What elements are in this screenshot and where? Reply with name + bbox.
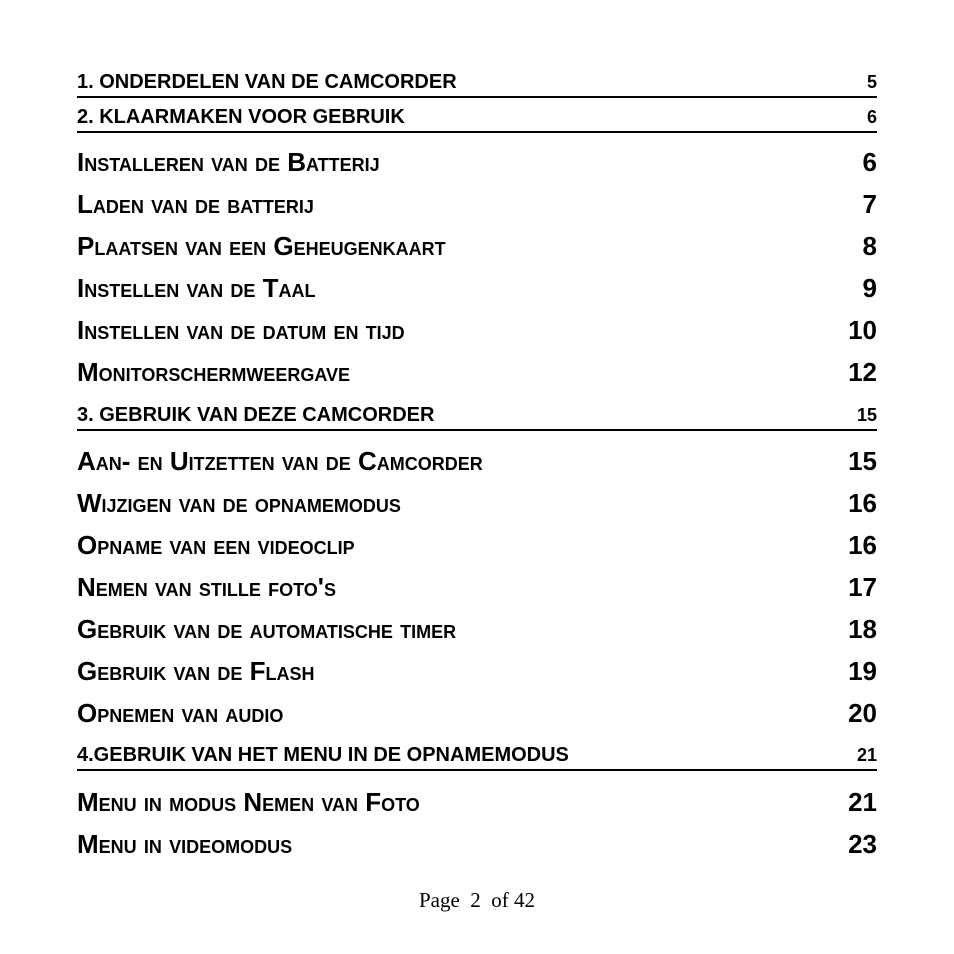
- toc-entry-label: 2. KLAARMAKEN VOOR GEBRUIK: [77, 106, 405, 128]
- toc-section[interactable]: [77, 315, 877, 347]
- toc-section[interactable]: [77, 189, 877, 221]
- toc-section[interactable]: [77, 488, 877, 520]
- toc-section[interactable]: [77, 446, 877, 478]
- page-footer: [0, 888, 954, 913]
- page-word: Page: [418, 888, 460, 912]
- total-pages: 42: [514, 888, 536, 912]
- toc-chapter-2[interactable]: [77, 105, 877, 133]
- toc-entry-label: 3. GEBRUIK VAN DEZE CAMCORDER: [77, 404, 435, 426]
- toc-entry-label: 1. ONDERDELEN VAN DE CAMCORDER: [77, 71, 457, 93]
- toc-entry-label: 4.GEBRUIK VAN HET MENU IN DE OPNAMEMODUS: [77, 744, 569, 766]
- toc-entry-page: 21: [856, 745, 877, 765]
- toc-entry-label: Laden van de batterij: [77, 189, 314, 219]
- toc-entry-label: Installeren van de Batterij: [77, 147, 380, 177]
- toc-chapter-3[interactable]: [77, 403, 877, 431]
- toc-entry-label: Menu in modus Nemen van Foto: [77, 787, 420, 817]
- toc-entry-label: Instellen van de datum en tijd: [77, 315, 405, 345]
- toc-entry-label: Opname van een videoclip: [77, 530, 355, 560]
- toc-entry-page: 17: [848, 572, 877, 602]
- toc-entry-page: 20: [848, 698, 877, 728]
- toc-entry-page: 9: [862, 273, 877, 303]
- toc-entry-page: 21: [848, 787, 877, 817]
- toc-entry-label: Wijzigen van de opnamemodus: [77, 488, 401, 518]
- toc-entry-page: 12: [848, 357, 877, 387]
- toc-section[interactable]: [77, 147, 877, 179]
- toc-entry-label: Nemen van stille foto's: [77, 572, 336, 602]
- of-word: of: [491, 888, 509, 912]
- toc-entry-label: Menu in videomodus: [77, 829, 293, 859]
- toc-section[interactable]: [77, 273, 877, 305]
- toc-entry-label: Aan- en Uitzetten van de Camcorder: [77, 446, 483, 476]
- toc-entry-page: 6: [862, 147, 877, 177]
- toc-entry-page: 16: [848, 488, 877, 518]
- toc-entry-label: Gebruik van de automatische timer: [77, 614, 457, 644]
- toc-section[interactable]: [77, 829, 877, 861]
- toc-entry-page: 15: [856, 405, 877, 425]
- toc-entry-label: Plaatsen van een Geheugenkaart: [77, 231, 446, 261]
- toc-entry-label: Gebruik van de Flash: [77, 656, 315, 686]
- toc-entry-page: 16: [848, 530, 877, 560]
- toc-section[interactable]: [77, 572, 877, 604]
- toc-entry-page: 23: [848, 829, 877, 859]
- toc-section[interactable]: [77, 231, 877, 263]
- toc-section[interactable]: [77, 698, 877, 730]
- toc-entry-page: 18: [848, 614, 877, 644]
- toc-section[interactable]: [77, 656, 877, 688]
- toc-entry-page: 19: [848, 656, 877, 686]
- toc-entry-label: Monitorschermweergave: [77, 357, 351, 387]
- toc-section[interactable]: [77, 357, 877, 389]
- toc-entry-page: 5: [866, 72, 877, 92]
- toc-entry-page: 8: [862, 231, 877, 261]
- current-page-number: 2: [470, 888, 481, 912]
- toc-entry-page: 7: [862, 189, 877, 219]
- toc-entry-label: Opnemen van audio: [77, 698, 284, 728]
- toc-section[interactable]: [77, 614, 877, 646]
- toc-entry-label: Instellen van de Taal: [77, 273, 316, 303]
- toc-entry-page: 10: [848, 315, 877, 345]
- toc-section[interactable]: [77, 787, 877, 819]
- toc-entry-page: 6: [866, 107, 877, 127]
- toc-chapter-4[interactable]: [77, 743, 877, 771]
- toc-entry-page: 15: [848, 446, 877, 476]
- toc-section[interactable]: [77, 530, 877, 562]
- toc-chapter-1[interactable]: [77, 70, 877, 98]
